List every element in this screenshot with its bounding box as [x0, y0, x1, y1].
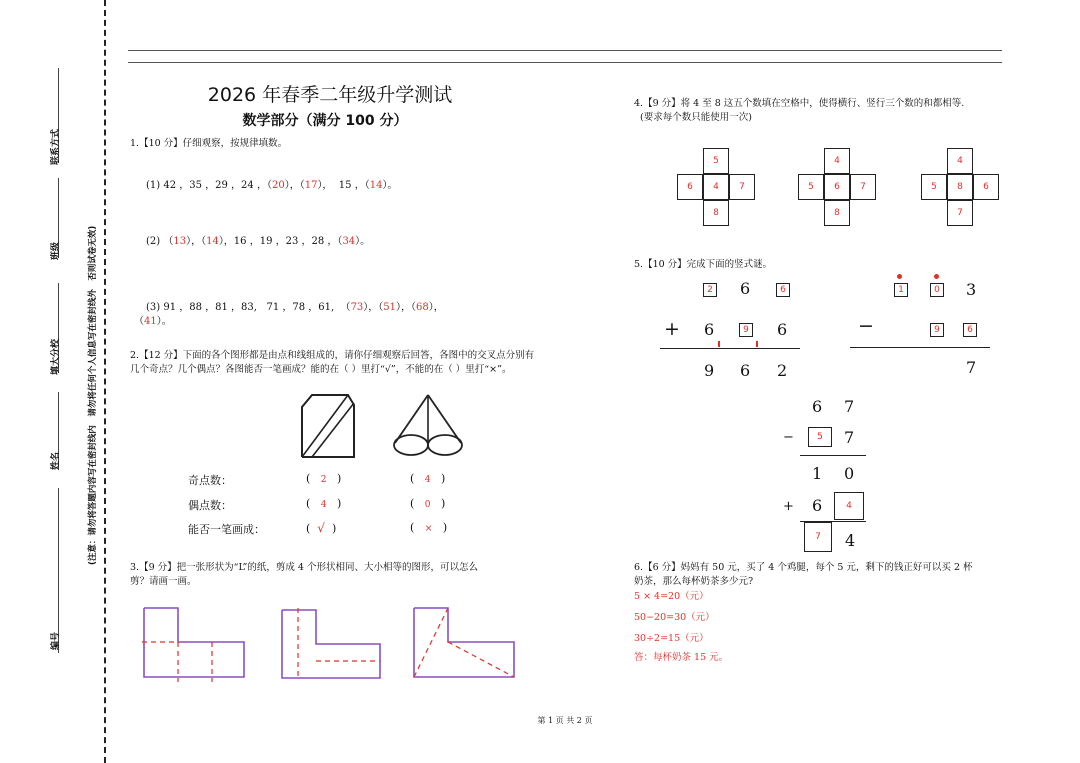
- label-contact: 联系方式: [51, 128, 61, 165]
- cross1-top: 5: [703, 148, 729, 174]
- q1-answer: 14: [206, 236, 219, 247]
- label-class: 班级: [51, 241, 61, 260]
- even-label: 偶点数：: [188, 499, 232, 512]
- q1-answer: 34: [342, 236, 356, 247]
- label-name: 姓名: [51, 451, 61, 470]
- cross1-right: 7: [729, 174, 755, 200]
- stroke-answer-2: ( × ): [410, 521, 448, 534]
- q1-answer: 17: [304, 180, 318, 191]
- stroke-answer-1: ( √ ): [306, 521, 337, 535]
- cross2-left: 5: [798, 174, 824, 200]
- cross3-center: 8: [947, 174, 973, 200]
- cross1-center: 4: [703, 174, 729, 200]
- cross3-bottom: 7: [947, 200, 973, 226]
- q5-stem: 5.【10 分】完成下面的竖式谜。: [634, 259, 773, 270]
- sub-digit: 3: [966, 280, 977, 299]
- header-rule-2: [128, 62, 1002, 63]
- notice-text: (注意：请勿将答题内容写在密封线内 请勿将任何个人信息写在密封线外 否则试卷无效): [88, 225, 98, 565]
- q1-answer: 41: [144, 316, 157, 327]
- add-digit: 6: [777, 320, 788, 339]
- col-box-3: 7: [804, 522, 832, 552]
- sub-box-1: 1: [894, 283, 908, 297]
- col-box-1: 5: [808, 427, 832, 447]
- q2-figure-cone: [392, 393, 464, 459]
- add-digit: 6: [704, 320, 715, 339]
- minus-sign: −: [858, 315, 874, 337]
- q4-stem-2: (要求每个数只能使用一次): [640, 112, 752, 123]
- carry-mark: [718, 341, 720, 347]
- page-subtitle: 数学部分（满分 100 分）: [242, 113, 408, 129]
- carry-mark: [756, 341, 758, 347]
- cross3-left: 5: [921, 174, 947, 200]
- add-result-digit: 9: [704, 361, 715, 380]
- add-box-2: 6: [776, 283, 790, 297]
- binding-line: [104, 0, 106, 763]
- q1-line3-cont: （41）。: [134, 316, 172, 327]
- col-digit: 7: [844, 397, 855, 416]
- q1-answer: 14: [369, 180, 383, 191]
- q2-stem-1: 2.【12 分】下面的各个图形都是由点和线组成的，请你仔细观察后回答，各图中的交叉点分别有: [130, 350, 535, 361]
- q3-l-shape-2: [280, 608, 384, 682]
- q3-stem-1: 3.【9 分】把一张形状为“L”的纸，剪成 4 个形状相同、大小相等的图形，可以怎么: [130, 562, 478, 573]
- add-result-digit: 6: [740, 361, 751, 380]
- cross2-bottom: 8: [824, 200, 850, 226]
- col-digit: 6: [812, 496, 823, 515]
- sub-result-digit: 7: [966, 358, 977, 377]
- col-minus-sign: −: [783, 430, 794, 445]
- q6-stem-1: 6.【6 分】妈妈有 50 元，买了 4 个鸡腿，每个 5 元，剩下的钱正好可以买 2 杯: [634, 562, 973, 573]
- page-footer: 第 1 页 共 2 页: [537, 716, 593, 725]
- q2-stem-2: 几个奇点？几个偶点？各图能否一笔画成？能的在（ ）里打“√”，不能的在（ ）里打“×”。: [130, 364, 512, 375]
- col-plus-sign: +: [783, 499, 794, 514]
- cross3-right: 6: [973, 174, 999, 200]
- stroke-label: 能否一笔画成：: [188, 523, 265, 536]
- sub-box-4: 6: [963, 323, 977, 337]
- col-digit: 7: [844, 428, 855, 447]
- q6-stem-2: 奶茶，那么每杯奶茶多少元?: [634, 576, 754, 587]
- q1-answer: 20: [271, 180, 285, 191]
- col-line-1: [800, 455, 866, 456]
- label-school: 填大分校: [51, 338, 61, 375]
- odd-answer-1: ( 2 ): [306, 472, 342, 485]
- q3-stem-2: 剪？请画一画。: [130, 576, 197, 587]
- col-digit: 1: [812, 464, 823, 483]
- add-box-1: 2: [703, 283, 717, 297]
- q6-answer-3: 30÷2=15（元）: [634, 633, 709, 644]
- sub-result-line: [850, 347, 990, 348]
- cross2-top: 4: [824, 148, 850, 174]
- q3-l-shape-1: [142, 606, 248, 682]
- cross1-bottom: 8: [703, 200, 729, 226]
- q1-line1: (1) 42 ，35 ，29 ，24 ，（20），（17）， 15 ，（14）。: [146, 180, 398, 191]
- col-digit: 0: [844, 464, 855, 483]
- cross2-right: 7: [850, 174, 876, 200]
- sub-box-3: 9: [930, 323, 944, 337]
- add-result-digit: 2: [777, 361, 788, 380]
- q4-stem-1: 4.【9 分】将 4 至 8 这五个数填在空格中，使得横行、竖行三个数的和都相等.: [634, 98, 965, 109]
- header-rule-1: [128, 50, 1002, 51]
- borrow-dot: [897, 274, 902, 279]
- cross2-center: 6: [824, 174, 850, 200]
- q1-line3: (3) 91 ，88 ，81 ，83, 71 ，78 ，61, （73），（51），（68），: [146, 302, 444, 313]
- add-box-3: 9: [739, 323, 753, 337]
- underline-id: [58, 488, 59, 653]
- cross1-left: 6: [677, 174, 703, 200]
- q1-answer: 51: [383, 302, 397, 313]
- q1-answer: 13: [173, 236, 187, 247]
- col-digit: 4: [845, 531, 856, 550]
- cross3-top: 4: [947, 148, 973, 174]
- sub-box-2: 0: [930, 283, 944, 297]
- q1-answer: 73: [350, 302, 364, 313]
- borrow-dot: [934, 274, 939, 279]
- q1-answer: 68: [416, 302, 429, 313]
- col-box-2: 4: [834, 492, 864, 520]
- q6-answer-1: 5 × 4=20（元）: [634, 591, 709, 602]
- col-digit: 6: [812, 397, 823, 416]
- q3-l-shape-3: [412, 606, 518, 682]
- page-title: 2026 年春季二年级升学测试: [207, 84, 453, 106]
- even-answer-1: ( 4 ): [306, 497, 342, 510]
- odd-label: 奇点数：: [188, 474, 232, 487]
- q6-answer-4: 答：每杯奶茶 15 元。: [634, 652, 729, 663]
- even-answer-2: ( 0 ): [410, 497, 446, 510]
- label-id: 编号: [51, 631, 61, 650]
- q1-stem: 1.【10 分】仔细观察，按规律填数。: [130, 138, 288, 149]
- add-result-line: [660, 348, 800, 349]
- plus-sign: +: [664, 318, 680, 340]
- q2-figure-square: [298, 393, 358, 459]
- odd-answer-2: ( 4 ): [410, 472, 446, 485]
- q6-answer-2: 50−20=30（元）: [634, 612, 715, 623]
- q1-line2: (2) （13），（14），16 ，19 ，23 ，28 ，（34）。: [146, 236, 371, 247]
- add-digit: 6: [740, 279, 751, 298]
